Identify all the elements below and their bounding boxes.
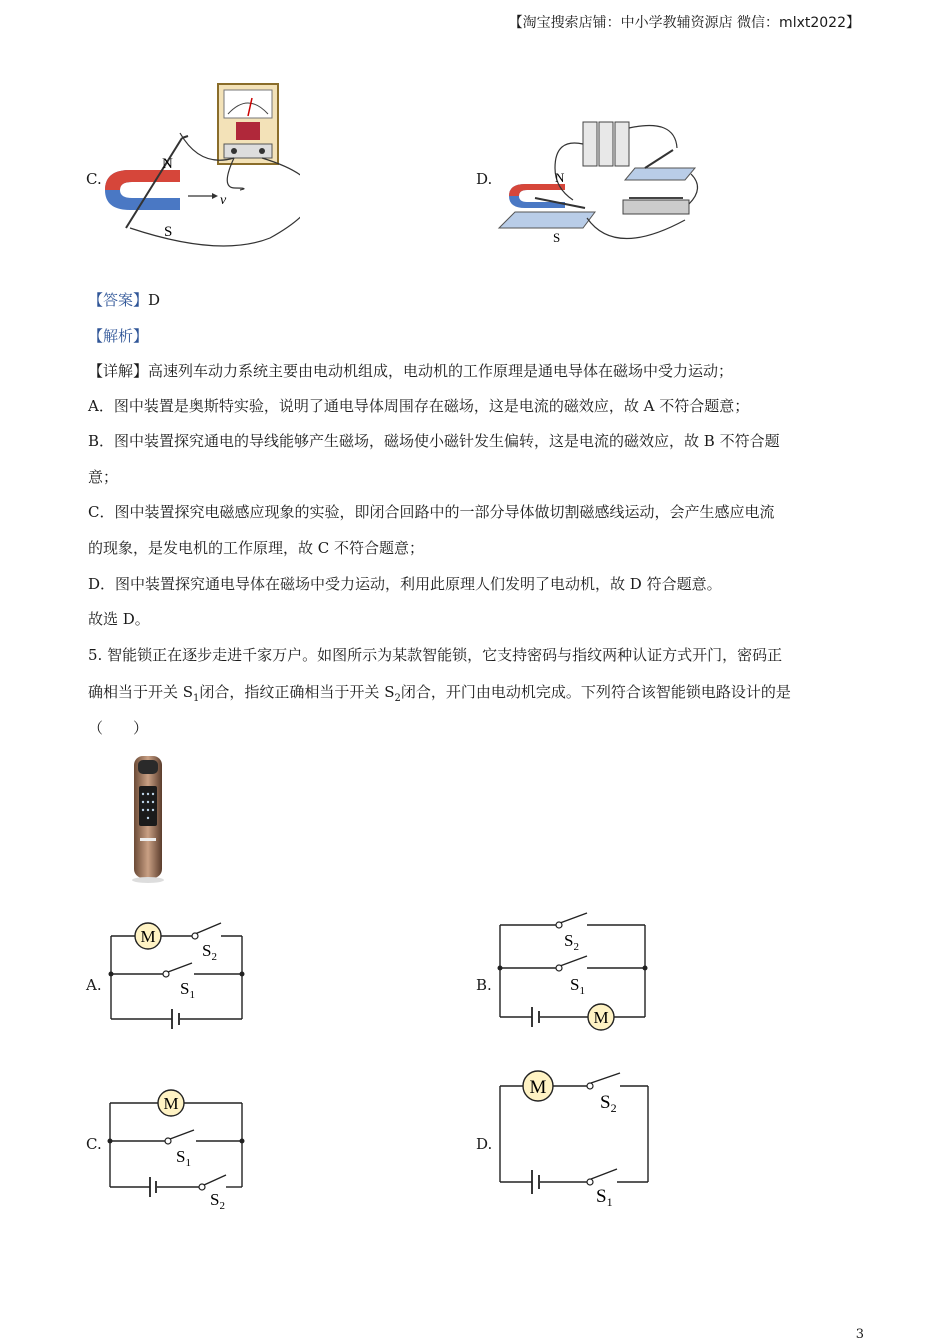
option-d-s1-label: $S_1$: [596, 1186, 613, 1209]
option-a-label: A.: [86, 976, 102, 994]
option-d-s2-label: $S_2$: [600, 1092, 617, 1115]
option-d-label: D.: [476, 1135, 493, 1153]
question5-blank: （ ）: [88, 719, 149, 737]
option-a-s2-label: $S_2$: [202, 941, 217, 963]
option-c-circuit: [100, 1085, 255, 1213]
detail-intro: [88, 361, 733, 381]
figure-c-south-pole: S: [164, 224, 173, 240]
option-a-motor-label: M: [140, 927, 156, 946]
option-b-s2-label: $S_2$: [564, 931, 579, 953]
option-d-circuit: [490, 1066, 660, 1211]
detail-option-d: D．图中装置探究通电导体在磁场中受力运动，利用此原理人们发明了电动机，故 D 符合题意。: [88, 575, 722, 593]
option-d-motor-label: M: [529, 1077, 547, 1098]
option-c-motor-label: M: [163, 1094, 179, 1113]
option-b-s1-label: $S_1$: [570, 975, 585, 997]
answer-line: [88, 290, 160, 310]
analysis-tag: 【解析】: [88, 327, 149, 345]
option-c-s1-label: $S_1$: [176, 1147, 191, 1169]
detail-conclusion: 故选 D。: [88, 610, 150, 628]
option-b-label: B.: [476, 976, 492, 994]
option-c-label: C.: [86, 1135, 102, 1153]
detail-option-a: A．图中装置是奥斯特实验，说明了通电导体周围存在磁场，这是电流的磁效应，故 A 不符合题意；: [88, 397, 750, 415]
figure-d-label: D.: [476, 170, 493, 188]
smart-lock-image: [128, 752, 170, 884]
question5-line2-part-a: 确相当于开关 S: [88, 683, 194, 701]
option-a-circuit: [100, 912, 255, 1034]
page-header: 【淘宝搜索店铺：中小学教辅资源店 微信：mlxt2022】: [508, 15, 860, 31]
figure-d-motor-apparatus: [495, 108, 705, 256]
page-number: 3: [855, 1327, 864, 1342]
option-b-circuit: [490, 905, 660, 1035]
detail-option-b-line2: 意；: [88, 468, 119, 486]
question5-line2-part-c: 闭合，开门由电动机完成。下列符合该智能锁电路设计的是: [400, 683, 791, 701]
answer-tag: 【答案】: [88, 291, 149, 309]
figure-d-north-pole: N: [555, 170, 565, 185]
detail-option-b-line1: B．图中装置探究通电的导线能够产生磁场，磁场使小磁针发生偏转，这是电流的磁效应，故 B 不符合题: [88, 432, 780, 450]
question5-line1: 5. 智能锁正在逐步走进千家万户。如图所示为某款智能锁，它支持密码与指纹两种认证方式开门，密码正: [88, 646, 783, 664]
detail-tag: 【详解】: [88, 362, 149, 380]
figure-c-induction-apparatus: [100, 78, 300, 253]
answer-value: D: [148, 291, 161, 309]
question5-line2: [88, 682, 791, 709]
question5-line2-part-b: 闭合，指纹正确相当于开关 S: [199, 683, 395, 701]
detail-option-c-line2: 的现象，是发电机的工作原理，故 C 不符合题意；: [88, 539, 425, 557]
detail-intro-text: 高速列车动力系统主要由电动机组成，电动机的工作原理是通电导体在磁场中受力运动；: [148, 362, 734, 380]
option-b-motor-label: M: [593, 1008, 609, 1027]
detail-option-c-line1: C．图中装置探究电磁感应现象的实验，即闭合回路中的一部分导体做切割磁感线运动，会产生感应电流: [88, 503, 775, 521]
question5-s2-subscript: 2: [394, 693, 401, 704]
question5-s1-subscript: 1: [193, 693, 200, 704]
option-a-s1-label: $S_1$: [180, 979, 195, 1001]
figure-d-south-pole: S: [553, 230, 561, 245]
option-c-s2-label: $S_2$: [210, 1190, 225, 1212]
figure-c-label: C.: [86, 170, 102, 188]
figure-c-velocity: v: [220, 193, 227, 208]
figure-c-north-pole: N: [162, 156, 173, 172]
